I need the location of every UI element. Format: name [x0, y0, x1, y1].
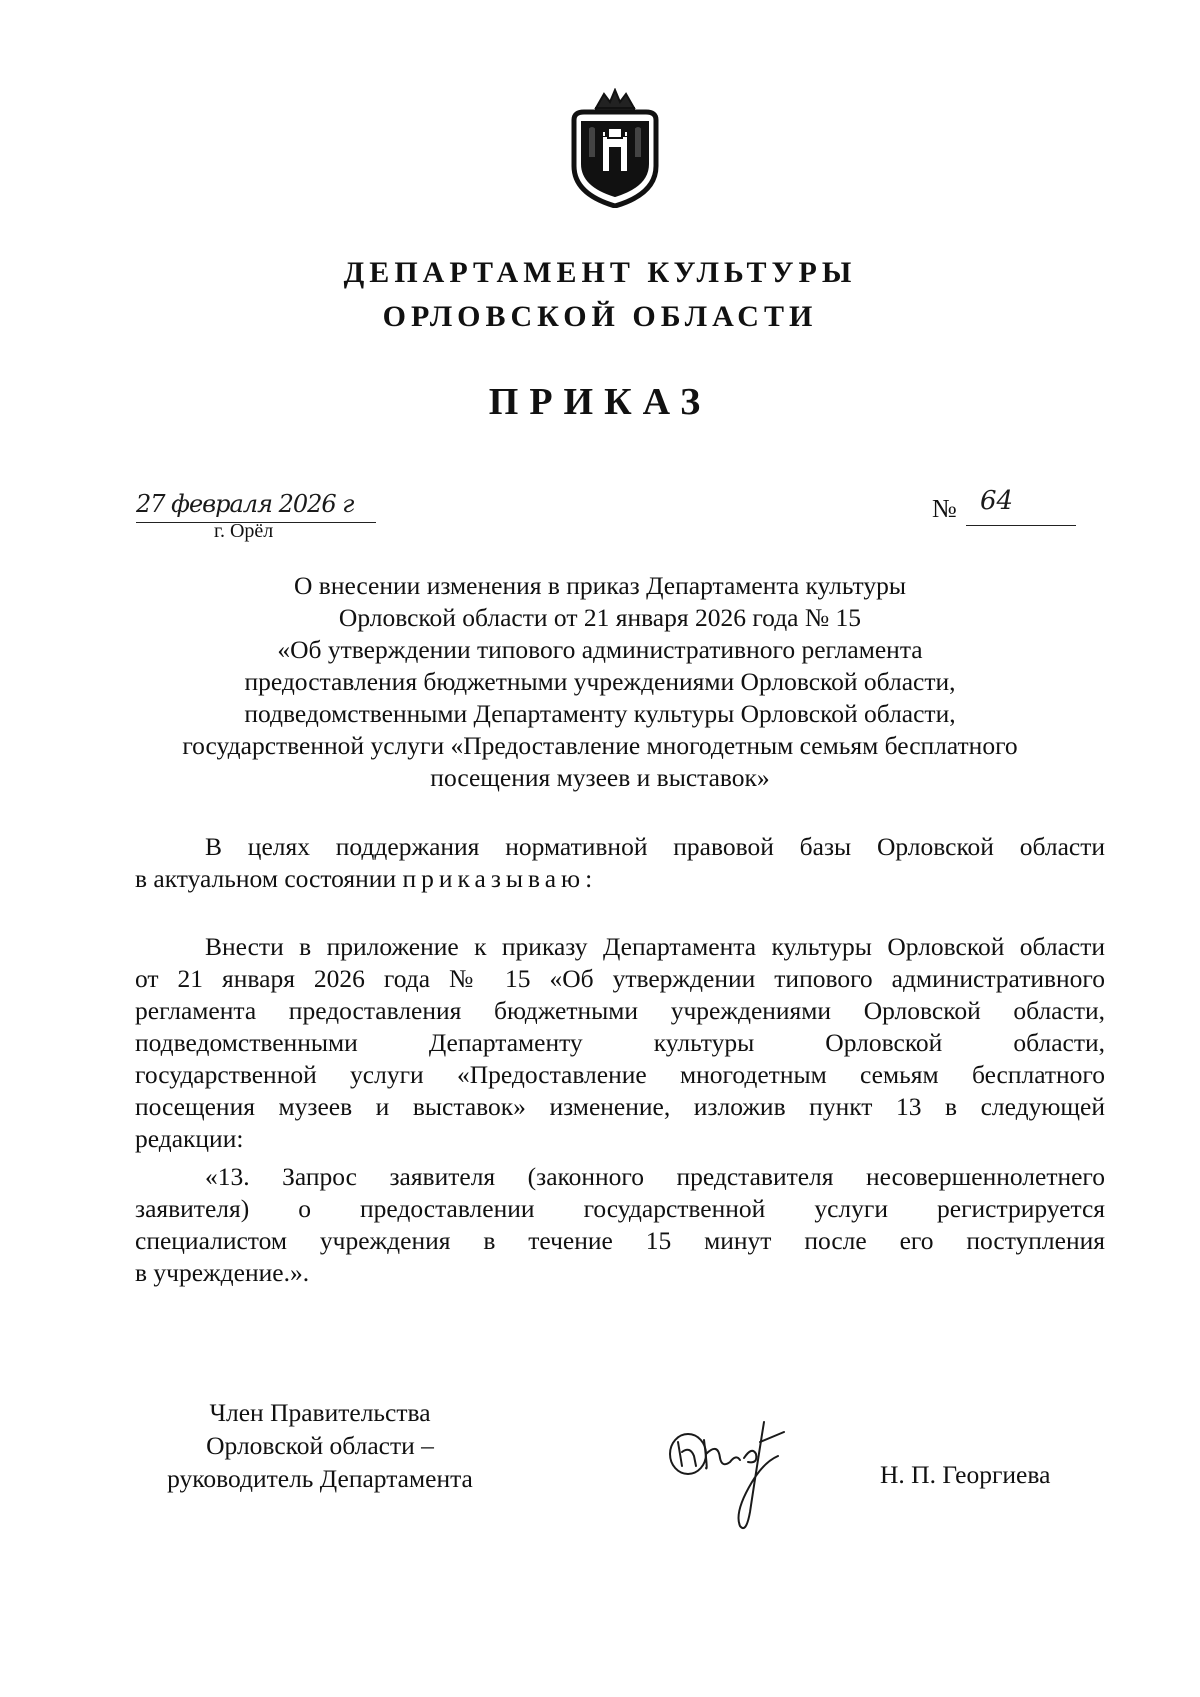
- number-underline: [966, 525, 1076, 526]
- signatory-name: Н. П. Георгиева: [880, 1460, 1051, 1489]
- subject-line: Орловской области от 21 января 2026 года № 15: [338, 603, 862, 632]
- preamble-text: в актуальном состоянии: [135, 864, 403, 893]
- handwritten-date: 27 февраля 2026 г: [136, 490, 354, 518]
- subject-line: предоставления бюджетными учреждениями Орловской области,: [244, 667, 956, 696]
- signatory-title: [140, 1396, 500, 1495]
- amendment-line: посещения музеев и выставок» изменение, изложив пункт 13 в следующей: [135, 1092, 1105, 1121]
- amendment-paragraph: [135, 931, 1105, 1155]
- preamble-line: В целях поддержания нормативной правовой базы Орловской области: [205, 832, 1105, 861]
- coat-of-arms-emblem: [566, 88, 664, 208]
- new-wording-line: заявителя) о предоставлении государственной услуги регистрируется: [135, 1194, 1105, 1223]
- new-wording-line: «13. Запрос заявителя (законного представителя несовершеннолетнего: [205, 1162, 1105, 1191]
- subject-line: государственной услуги «Предоставление многодетным семьям бесплатного: [182, 731, 1018, 760]
- new-wording-line: в учреждение.».: [135, 1258, 310, 1287]
- amendment-line: редакции:: [135, 1124, 244, 1153]
- subject-line: подведомственными Департаменту культуры Орловской области,: [244, 699, 956, 728]
- document-type-title: ПРИКАЗ: [488, 381, 712, 423]
- handwritten-number: 64: [980, 486, 1014, 516]
- number-sign: №: [932, 494, 957, 523]
- subject-line: посещения музеев и выставок»: [430, 763, 770, 792]
- signatory-title-line: Орловской области –: [206, 1431, 434, 1460]
- new-wording-line: специалистом учреждения в течение 15 минут после его поступления: [135, 1226, 1105, 1255]
- subject-line: «Об утверждении типового административного регламента: [277, 635, 923, 664]
- amendment-line: Внести в приложение к приказу Департамента культуры Орловской области: [205, 932, 1105, 961]
- amendment-line: регламента предоставления бюджетными учреждениями Орловской области,: [135, 996, 1105, 1025]
- amendment-line: подведомственными Департаменту культуры Орловской области,: [135, 1028, 1105, 1057]
- order-keyword: приказываю:: [402, 864, 598, 893]
- preamble-paragraph: [135, 831, 1105, 895]
- signatory-title-line: руководитель Департамента: [167, 1464, 473, 1493]
- new-wording-paragraph: [135, 1161, 1105, 1289]
- handwritten-signature: [660, 1402, 800, 1542]
- city-label: г. Орёл: [214, 520, 274, 542]
- amendment-line: от 21 января 2026 года № 15 «Об утверждении типового административного: [135, 964, 1105, 993]
- amendment-line: государственной услуги «Предоставление многодетным семьям бесплатного: [135, 1060, 1105, 1089]
- department-name-line1: ДЕПАРТАМЕНТ КУЛЬТУРЫ: [343, 256, 857, 289]
- order-subject: [140, 570, 1060, 794]
- subject-line: О внесении изменения в приказ Департамента культуры: [294, 571, 906, 600]
- department-name-line2: ОРЛОВСКОЙ ОБЛАСТИ: [382, 300, 818, 333]
- preamble-line: [135, 863, 1105, 895]
- signatory-title-line: Член Правительства: [209, 1398, 431, 1427]
